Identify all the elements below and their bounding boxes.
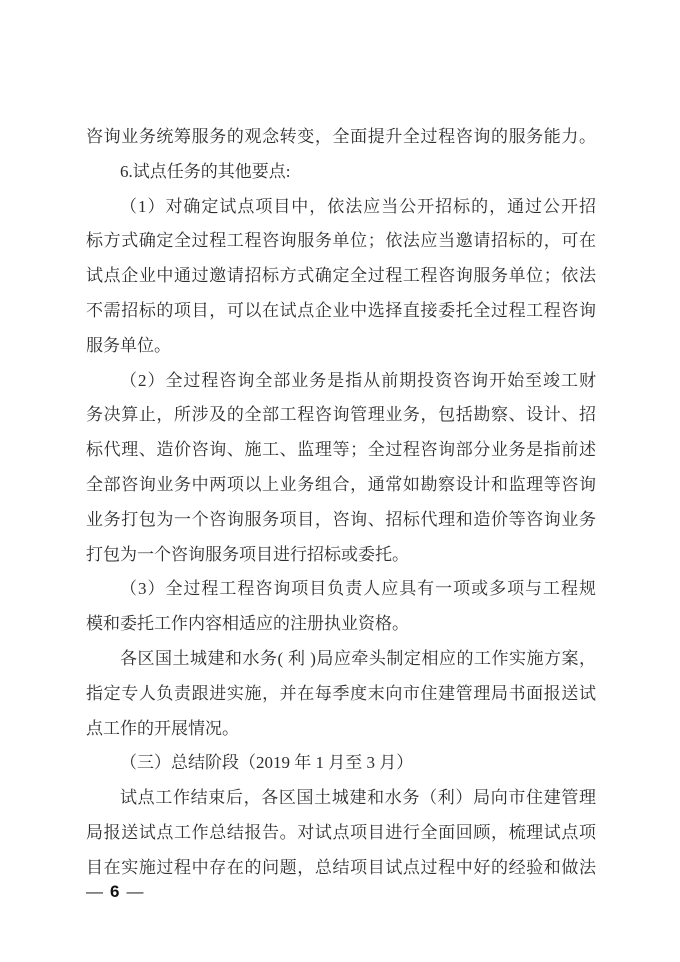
- page-number: [86, 882, 143, 902]
- document-line: （3）全过程工程咨询项目负责人应具有一项或多项与工程规: [120, 579, 596, 599]
- document-line: 各区国土城建和水务( 利 )局应牵头制定相应的工作实施方案，: [120, 648, 596, 668]
- document-line: （1）对确定试点项目中，依法应当公开招标的，通过公开招: [120, 196, 596, 216]
- document-line: 模和委托工作内容相适应的注册执业资格。: [86, 614, 409, 634]
- document-line: 指定专人负责跟进实施，并在每季度末向市住建管理局书面报送试: [86, 683, 596, 703]
- page-number-dash-left: —: [86, 882, 103, 901]
- document-line: 咨询业务统筹服务的观念转变，全面提升全过程咨询的服务能力。: [86, 127, 596, 146]
- document-body: [86, 120, 596, 886]
- document-line: 不需招标的项目，可以在试点企业中选择直接委托全过程工程咨询: [86, 300, 596, 320]
- document-line: （2）全过程咨询全部业务是指从前期投资咨询开始至竣工财: [120, 370, 596, 390]
- document-line: 点工作的开展情况。: [86, 718, 239, 738]
- document-line: 试点工作结束后，各区国土城建和水务（利）局向市住建管理: [120, 788, 596, 808]
- document-line: 务决算止，所涉及的全部工程咨询管理业务，包括勘察、设计、招: [86, 405, 596, 425]
- document-line: 标代理、造价咨询、施工、监理等；全过程咨询部分业务是指前述: [86, 440, 596, 460]
- document-line: 服务单位。: [86, 335, 171, 355]
- document-line: 目在实施过程中存在的问题，总结项目试点过程中好的经验和做法: [86, 857, 596, 877]
- page-number-dash-right: —: [126, 882, 144, 901]
- document-line: 打包为一个咨询服务项目进行招标或委托。: [86, 544, 409, 564]
- document-line: （三）总结阶段（2019 年 1 月至 3 月）: [120, 753, 414, 773]
- document-line: 试点企业中通过邀请招标方式确定全过程工程咨询服务单位；依法: [86, 266, 596, 286]
- document-line: 全部咨询业务中两项以上业务组合，通常如勘察设计和监理等咨询: [86, 474, 596, 494]
- page-number-value: 6: [110, 882, 120, 901]
- document-line: 6.试点任务的其他要点:: [120, 161, 291, 181]
- document-line: 局报送试点工作总结报告。对试点项目进行全面回顾，梳理试点项: [86, 822, 596, 842]
- document-line: 标方式确定全过程工程咨询服务单位；依法应当邀请招标的，可在: [86, 231, 596, 251]
- document-line: 业务打包为一个咨询服务项目，咨询、招标代理和造价等咨询业务: [86, 509, 596, 529]
